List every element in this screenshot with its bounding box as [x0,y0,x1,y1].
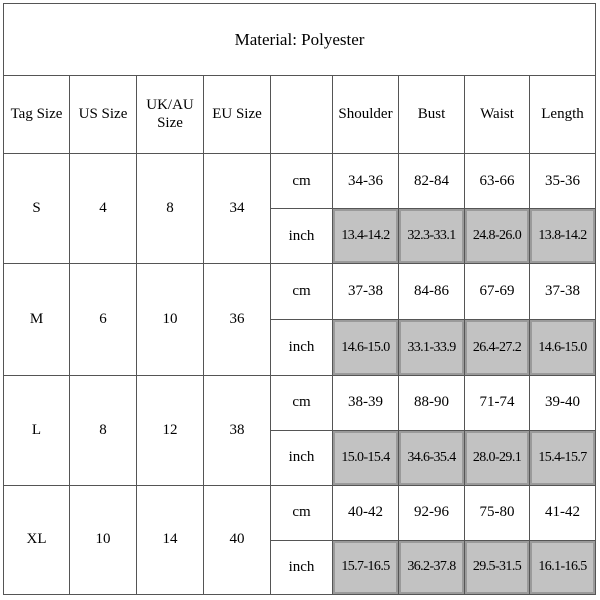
tag-size-cell: XL [4,485,70,594]
shoulder-inch-cell: 14.6-15.0 [333,320,399,375]
header-unit [271,76,333,154]
us-size-cell: 10 [70,485,137,594]
length-cm-cell: 35-36 [530,154,596,209]
waist-cm-cell: 71-74 [465,375,530,430]
header-uk-au-size [137,76,204,154]
header-tag-size: Tag Size [4,76,70,154]
bust-cm-cell: 88-90 [399,375,465,430]
table-row-m-cm [4,264,596,320]
bust-inch-cell: 33.1-33.9 [399,320,465,375]
bust-cm-cell: 82-84 [399,154,465,209]
waist-inch-cell: 29.5-31.5 [465,540,530,594]
header-waist: Waist [465,76,530,154]
table-row-l-cm [4,375,596,430]
header-shoulder: Shoulder [333,76,399,154]
table-row-xl-cm [4,485,596,540]
eu-size-cell: 36 [204,264,271,375]
header-uk-au-line1: UK/AU [146,96,194,113]
waist-inch-cell: 24.8-26.0 [465,209,530,264]
unit-cm-cell: cm [271,375,333,430]
waist-inch-cell: 26.4-27.2 [465,320,530,375]
length-cm-cell: 39-40 [530,375,596,430]
us-size-cell: 8 [70,375,137,485]
length-inch-cell: 14.6-15.0 [530,320,596,375]
header-bust: Bust [399,76,465,154]
shoulder-cm-cell: 37-38 [333,264,399,320]
uk-au-size-cell: 10 [137,264,204,375]
uk-au-size-cell: 8 [137,154,204,264]
unit-cm-cell: cm [271,154,333,209]
waist-cm-cell: 63-66 [465,154,530,209]
waist-cm-cell: 75-80 [465,485,530,540]
us-size-cell: 4 [70,154,137,264]
table-title: Material: Polyester [4,4,596,76]
header-length: Length [530,76,596,154]
tag-size-cell: L [4,375,70,485]
length-cm-cell: 41-42 [530,485,596,540]
size-chart-table [3,3,596,595]
tag-size-cell: S [4,154,70,264]
tag-size-cell: M [4,264,70,375]
waist-inch-cell: 28.0-29.1 [465,430,530,485]
eu-size-cell: 40 [204,485,271,594]
uk-au-size-cell: 12 [137,375,204,485]
shoulder-inch-cell: 15.0-15.4 [333,430,399,485]
bust-inch-cell: 34.6-35.4 [399,430,465,485]
shoulder-cm-cell: 40-42 [333,485,399,540]
unit-cm-cell: cm [271,264,333,320]
table-row-s-cm [4,154,596,209]
bust-inch-cell: 36.2-37.8 [399,540,465,594]
bust-cm-cell: 92-96 [399,485,465,540]
header-eu-size: EU Size [204,76,271,154]
eu-size-cell: 34 [204,154,271,264]
header-us-size: US Size [70,76,137,154]
title-row [4,4,596,76]
unit-inch-cell: inch [271,430,333,485]
shoulder-inch-cell: 15.7-16.5 [333,540,399,594]
uk-au-size-cell: 14 [137,485,204,594]
header-uk-au-line2: Size [157,114,183,131]
length-inch-cell: 15.4-15.7 [530,430,596,485]
us-size-cell: 6 [70,264,137,375]
shoulder-inch-cell: 13.4-14.2 [333,209,399,264]
bust-cm-cell: 84-86 [399,264,465,320]
unit-inch-cell: inch [271,320,333,375]
unit-cm-cell: cm [271,485,333,540]
length-cm-cell: 37-38 [530,264,596,320]
shoulder-cm-cell: 34-36 [333,154,399,209]
waist-cm-cell: 67-69 [465,264,530,320]
eu-size-cell: 38 [204,375,271,485]
unit-inch-cell: inch [271,540,333,594]
length-inch-cell: 13.8-14.2 [530,209,596,264]
shoulder-cm-cell: 38-39 [333,375,399,430]
header-row [4,76,596,154]
length-inch-cell: 16.1-16.5 [530,540,596,594]
bust-inch-cell: 32.3-33.1 [399,209,465,264]
unit-inch-cell: inch [271,209,333,264]
